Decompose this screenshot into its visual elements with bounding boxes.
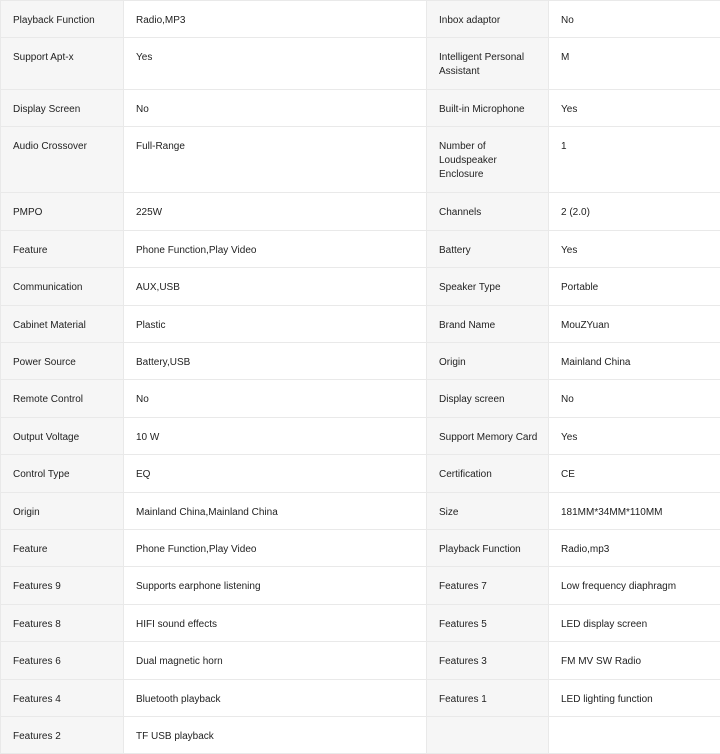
spec-label: Features 2 (1, 717, 124, 754)
spec-value: Yes (124, 38, 427, 90)
spec-label: Size (427, 493, 549, 530)
spec-label: Battery (427, 231, 549, 268)
spec-label: Remote Control (1, 380, 124, 418)
spec-value: Dual magnetic horn (124, 642, 427, 680)
spec-row (1, 343, 720, 380)
spec-value: EQ (124, 455, 427, 493)
spec-row (1, 306, 720, 343)
spec-value: Mainland China,Mainland China (124, 493, 427, 530)
spec-row (1, 493, 720, 530)
spec-label: Playback Function (1, 1, 124, 38)
spec-label: Features 7 (427, 567, 549, 605)
spec-row (1, 642, 720, 680)
spec-value: Portable (549, 268, 720, 306)
spec-label: Features 5 (427, 605, 549, 642)
spec-label: Display screen (427, 380, 549, 418)
spec-value: 1 (549, 127, 720, 193)
spec-label: Inbox adaptor (427, 1, 549, 38)
spec-value: CE (549, 455, 720, 493)
spec-label: Feature (1, 530, 124, 567)
spec-value: No (549, 380, 720, 418)
spec-value: 2 (2.0) (549, 193, 720, 231)
spec-value: Bluetooth playback (124, 680, 427, 717)
spec-row (1, 567, 720, 605)
spec-label: Channels (427, 193, 549, 231)
spec-table-body (1, 1, 720, 754)
spec-label: Display Screen (1, 90, 124, 127)
spec-label: Built-in Microphone (427, 90, 549, 127)
spec-label: Origin (427, 343, 549, 380)
spec-value: Yes (549, 90, 720, 127)
spec-label: Features 4 (1, 680, 124, 717)
spec-label: Number of Loudspeaker Enclosure (427, 127, 549, 193)
spec-value: Supports earphone listening (124, 567, 427, 605)
spec-label: Features 3 (427, 642, 549, 680)
spec-label: Certification (427, 455, 549, 493)
spec-value: FM MV SW Radio (549, 642, 720, 680)
spec-value: 10 W (124, 418, 427, 455)
spec-value: Yes (549, 418, 720, 455)
spec-row (1, 193, 720, 231)
spec-label: Speaker Type (427, 268, 549, 306)
spec-label: Cabinet Material (1, 306, 124, 343)
spec-label: Audio Crossover (1, 127, 124, 193)
spec-row (1, 90, 720, 127)
spec-label: Communication (1, 268, 124, 306)
spec-label: Features 6 (1, 642, 124, 680)
spec-value: Full-Range (124, 127, 427, 193)
spec-value: LED display screen (549, 605, 720, 642)
spec-label: Features 9 (1, 567, 124, 605)
spec-row (1, 418, 720, 455)
spec-value: AUX,USB (124, 268, 427, 306)
spec-value: Yes (549, 231, 720, 268)
spec-value: No (549, 1, 720, 38)
spec-value: Phone Function,Play Video (124, 530, 427, 567)
spec-value: Mainland China (549, 343, 720, 380)
spec-value: No (124, 90, 427, 127)
spec-label: Playback Function (427, 530, 549, 567)
spec-label: Features 8 (1, 605, 124, 642)
spec-value: TF USB playback (124, 717, 427, 754)
spec-label: PMPO (1, 193, 124, 231)
spec-row (1, 530, 720, 567)
spec-value: Plastic (124, 306, 427, 343)
spec-value: M (549, 38, 720, 90)
spec-value: Phone Function,Play Video (124, 231, 427, 268)
spec-label: Brand Name (427, 306, 549, 343)
spec-value: HIFI sound effects (124, 605, 427, 642)
spec-value: Low frequency diaphragm (549, 567, 720, 605)
spec-label: Features 1 (427, 680, 549, 717)
spec-value: Radio,MP3 (124, 1, 427, 38)
spec-value: LED lighting function (549, 680, 720, 717)
spec-value: Radio,mp3 (549, 530, 720, 567)
spec-label: Power Source (1, 343, 124, 380)
spec-value: 225W (124, 193, 427, 231)
spec-label: Feature (1, 231, 124, 268)
spec-label: Output Voltage (1, 418, 124, 455)
spec-row (1, 268, 720, 306)
spec-value: Battery,USB (124, 343, 427, 380)
spec-row (1, 231, 720, 268)
spec-row (1, 1, 720, 38)
spec-value: MouZYuan (549, 306, 720, 343)
spec-label: Control Type (1, 455, 124, 493)
spec-row (1, 127, 720, 193)
spec-row (1, 380, 720, 418)
spec-label: Origin (1, 493, 124, 530)
spec-value: 181MM*34MM*110MM (549, 493, 720, 530)
spec-row (1, 680, 720, 717)
spec-value: No (124, 380, 427, 418)
spec-label: Support Memory Card (427, 418, 549, 455)
spec-row (1, 455, 720, 493)
spec-row (1, 605, 720, 642)
spec-label: Support Apt-x (1, 38, 124, 90)
spec-row (1, 38, 720, 90)
spec-label: Intelligent Personal Assistant (427, 38, 549, 90)
